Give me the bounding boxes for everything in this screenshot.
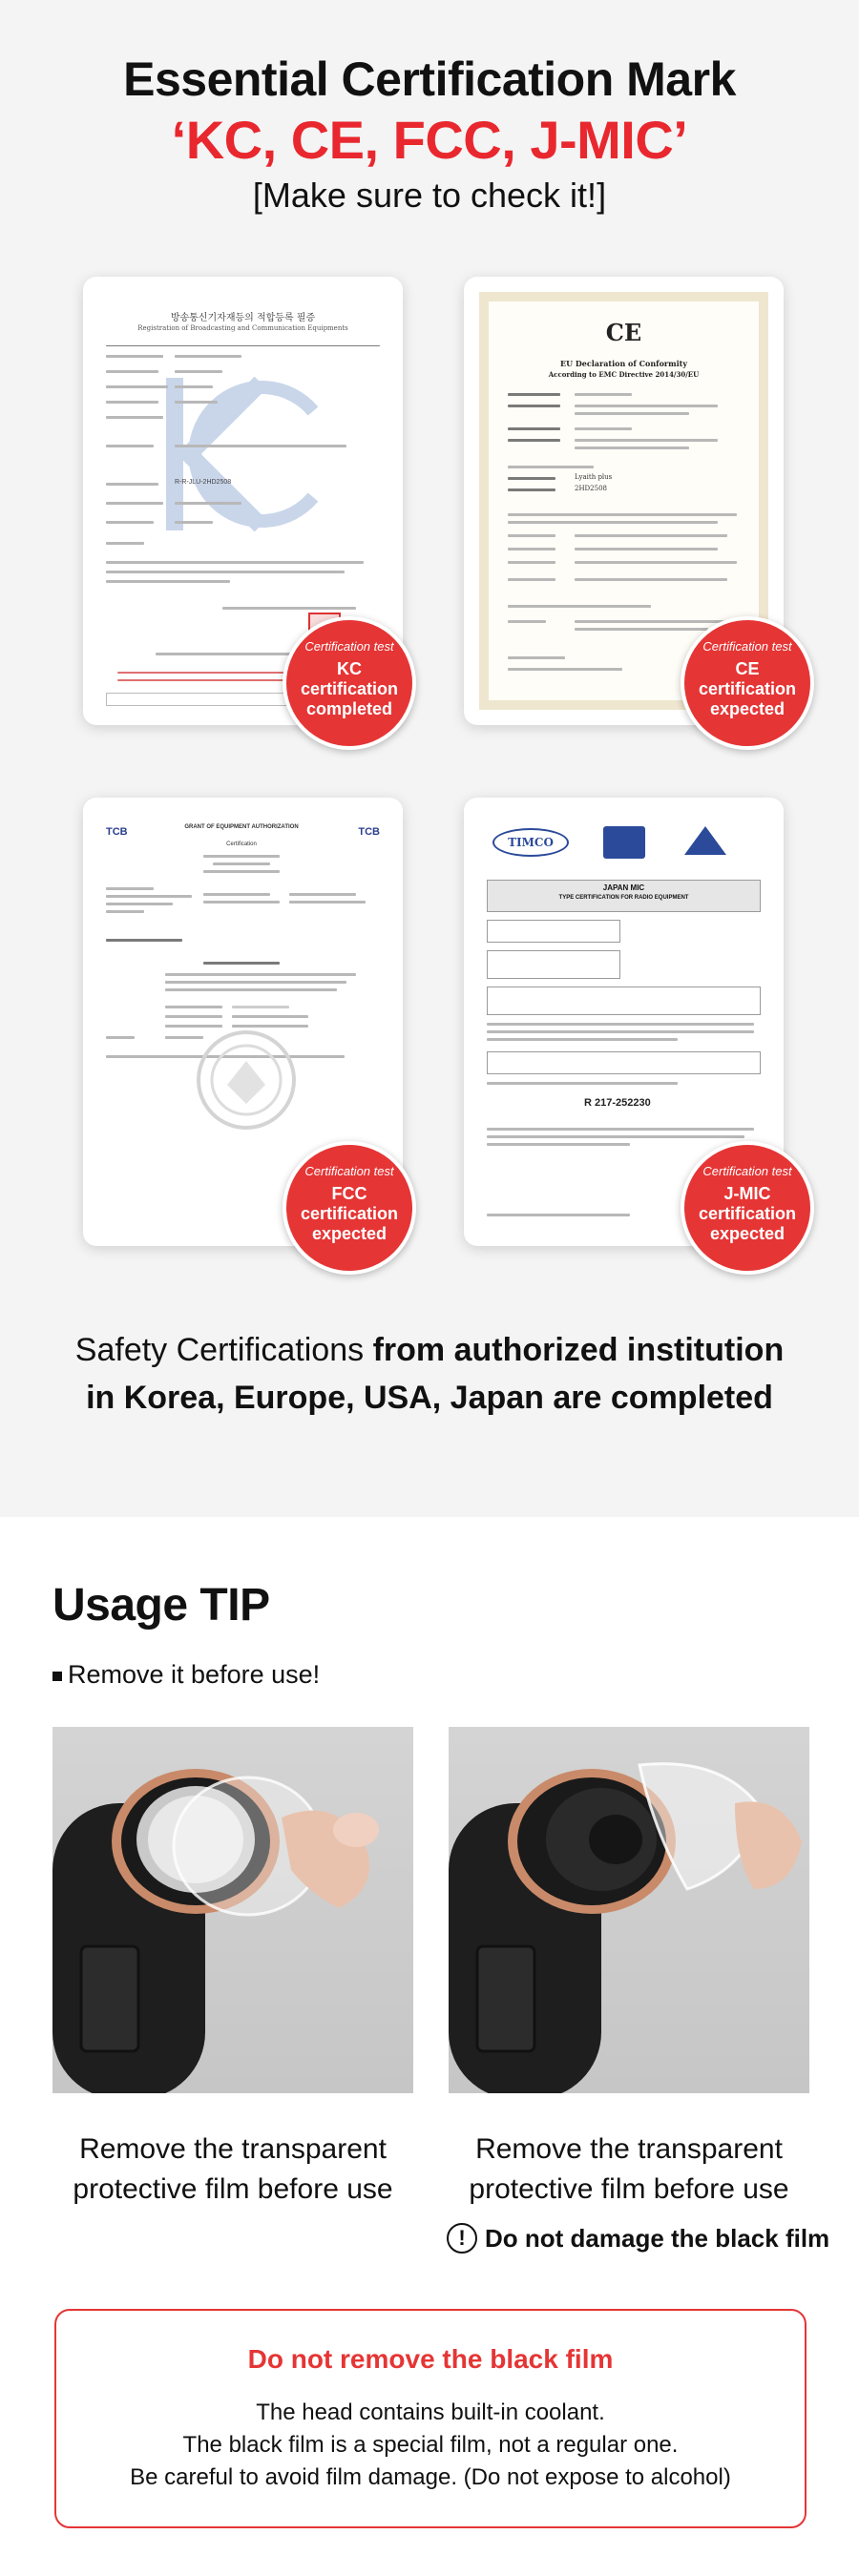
- fcc-doc-subheading: Certification: [226, 841, 257, 847]
- timco-logo-text: TIMCO: [508, 836, 554, 849]
- do-not-damage-warning-text: Do not damage the black film: [485, 2223, 830, 2253]
- kc-certification-badge: [283, 616, 416, 750]
- fcc-doc-heading: GRANT OF EQUIPMENT AUTHORIZATION: [184, 824, 299, 830]
- ce-certification-badge: [681, 616, 814, 750]
- ce-product-name: Lyaith plus: [575, 473, 613, 481]
- badge-status-label: J-MIC certification expected: [698, 1184, 797, 1243]
- warning-line-3: Be careful to avoid film damage. (Do not expose to alcohol): [130, 2464, 731, 2490]
- device-head-illustration: [449, 1727, 809, 2093]
- fcc-certification-badge: [283, 1141, 416, 1275]
- industrial-logo: [684, 826, 726, 855]
- ce-model-name: 2HD2508: [575, 485, 607, 492]
- certification-marks-title: ‘KC, CE, FCC, J-MIC’: [171, 110, 688, 170]
- ce-logo: CE: [605, 319, 642, 346]
- caption-remove-film-right: Remove the transparent protective film before use: [469, 2133, 789, 2205]
- badge-tag-label: Certification test: [702, 639, 792, 654]
- black-film-warning-box: [54, 2309, 807, 2528]
- check-note: [Make sure to check it!]: [252, 176, 607, 215]
- device-illustration: [52, 1727, 413, 2093]
- mic-doc-subheading: TYPE CERTIFICATION FOR RADIO EQUIPMENT: [558, 895, 689, 901]
- accreditation-logo: [603, 826, 645, 859]
- do-not-damage-warning: [447, 2223, 829, 2254]
- usage-tip-subtitle: [52, 1660, 320, 1690]
- badge-status-label: FCC certification expected: [300, 1184, 399, 1243]
- kc-doc-heading: 방송통신기자재등의 적합등록 필증: [170, 313, 316, 323]
- mic-certification-badge: [681, 1141, 814, 1275]
- fcc-tcb-left: TCB: [106, 826, 128, 838]
- badge-status-label: KC certification completed: [300, 659, 399, 718]
- usage-tip-subtitle-text: Remove it before use!: [68, 1660, 321, 1689]
- bullet-square-icon: [52, 1672, 62, 1681]
- black-film-head-photo: [449, 1727, 809, 2093]
- caption-remove-film-left: Remove the transparent protective film before use: [73, 2133, 393, 2205]
- badge-tag-label: Certification test: [304, 1164, 394, 1178]
- timco-logo: [492, 828, 569, 857]
- badge-tag-label: Certification test: [304, 639, 394, 654]
- page-title: Essential Certification Mark: [123, 52, 736, 106]
- mic-doc-heading: JAPAN MIC: [602, 883, 645, 892]
- summary-part-2: from authorized institution: [372, 1332, 785, 1368]
- certification-summary: [0, 1326, 859, 1422]
- summary-part-1: Safety Certifications: [74, 1332, 373, 1368]
- fcc-seal-watermark: [194, 1028, 299, 1132]
- badge-status-label: CE certification expected: [698, 659, 797, 718]
- kc-doc-subheading: Registration of Broadcasting and Communication Equipments: [137, 324, 348, 332]
- remove-transparent-film-photo: [52, 1727, 413, 2093]
- ce-doc-subheading: According to EMC Directive 2014/30/EU: [548, 370, 700, 379]
- warning-box-title: Do not remove the black film: [247, 2344, 614, 2374]
- usage-tip-title: Usage TIP: [52, 1580, 270, 1631]
- kc-registration-number: R-R-JLU-2HD2508: [175, 479, 232, 486]
- summary-line-1: [0, 1326, 859, 1374]
- warning-line-1: The head contains built-in coolant.: [256, 2399, 605, 2425]
- badge-tag-label: Certification test: [702, 1164, 792, 1178]
- fcc-tcb-right: TCB: [358, 826, 380, 838]
- ce-doc-heading: EU Declaration of Conformity: [560, 359, 687, 368]
- exclamation-icon: !: [447, 2223, 477, 2254]
- warning-line-2: The black film is a special film, not a regular one.: [182, 2432, 679, 2458]
- warning-box-body: [56, 2397, 805, 2494]
- summary-line-2: in Korea, Europe, USA, Japan are completed: [86, 1380, 773, 1416]
- mic-certificate-number: R 217-252230: [584, 1097, 651, 1109]
